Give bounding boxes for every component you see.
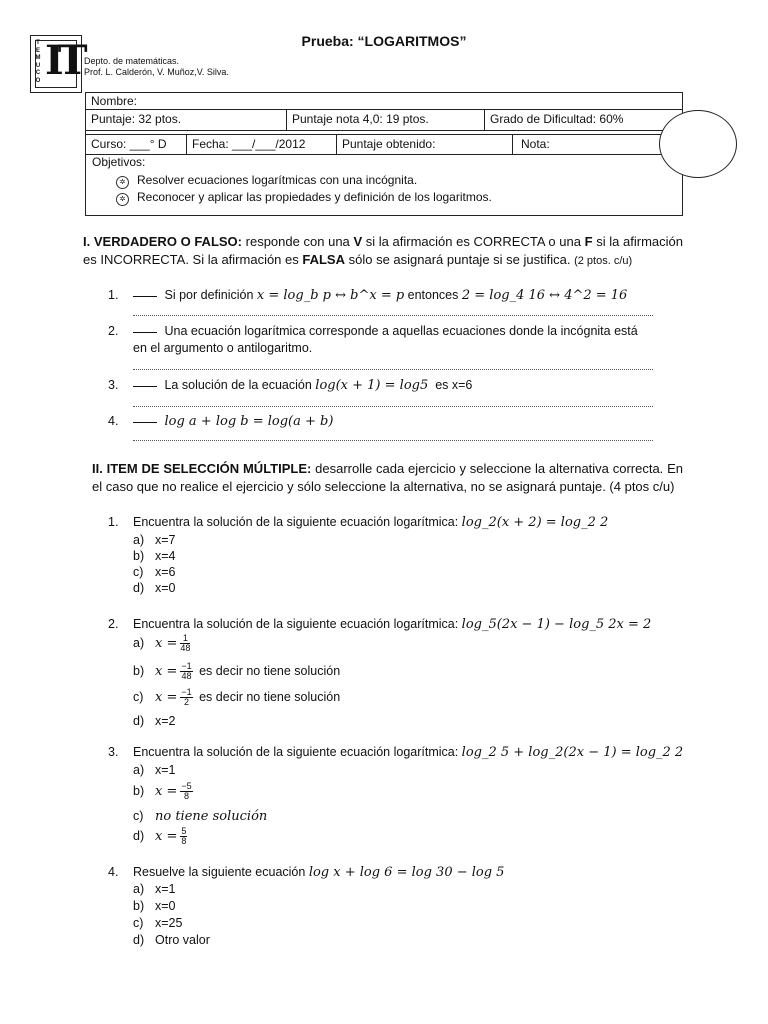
objective-item: ✲ Resolver ecuaciones logarítmicas con una incógnita.	[116, 173, 417, 189]
option-b[interactable]: b) x=0	[133, 899, 176, 913]
objectives-label: Objetivos:	[92, 155, 146, 169]
option-d[interactable]: d) x = $\frac{5}{8}$	[133, 826, 187, 846]
student-info-table	[85, 92, 683, 216]
mc-question-1: 1. Encuentra la solución de la siguiente ecuación logarítmica: log_2(x + 2) = log_2 2	[108, 515, 609, 530]
bullet-icon: ✲	[116, 193, 129, 206]
section-1-instructions: I. VERDADERO O FALSO: responde con una V si la afirmación es CORRECTA o una F si la afirmación es INCORRECTA. Si la afirmación es FALSA sólo se asignará puntaje si se justifica. (2 ptos. c/u)	[83, 234, 683, 267]
page-title: Prueba: “LOGARITMOS”	[301, 33, 467, 49]
option-c[interactable]: c) x = $\frac{-1}{2}$ es decir no tiene solución	[133, 687, 341, 707]
section-2-instructions: II. ITEM DE SELECCIÓN MÚLTIPLE: desarrolle cada ejercicio y seleccione la alternativa correcta. En el caso que no realice el ejercicio y sólo seleccione la alternativa, no se asignará puntaje. (4 ptos c/u)	[92, 461, 683, 494]
mc-question-2: 2. Encuentra la solución de la siguiente ecuación logarítmica: log_5(2x − 1) − log_5 2x = 2	[108, 617, 652, 632]
option-b[interactable]: b) x=4	[133, 549, 176, 563]
mc-question-4: 4. Resuelve la siguiente ecuación log x + log 6 = log 30 − log 5	[108, 865, 505, 880]
total-score: Puntaje: 32 ptos.	[91, 112, 182, 126]
option-b[interactable]: b) x = $\frac{-1}{48}$ es decir no tiene solución	[133, 661, 341, 681]
mc-question-3: 3. Encuentra la solución de la siguiente ecuación logarítmica: log_2 5 + log_2(2x − 1) = log_2 2	[108, 745, 684, 760]
passing-score: Puntaje nota 4,0: 19 ptos.	[286, 109, 484, 130]
objective-item: ✲ Reconocer y aplicar las propiedades y definición de los logaritmos.	[116, 190, 492, 206]
logo-letters: T E M U C O	[35, 40, 41, 84]
option-a[interactable]: a) x=1	[133, 882, 176, 896]
course-field[interactable]: Curso: ___° D	[91, 137, 167, 151]
date-field[interactable]: Fecha: ___/___/2012	[186, 135, 336, 154]
answer-blank[interactable]	[133, 386, 157, 387]
option-d[interactable]: d) x=2	[133, 714, 176, 728]
tf-question-2: 2. Una ecuación logarítmica corresponde a aquellas ecuaciones donde la incógnita está en el argumento o antilogaritmo.	[108, 324, 638, 355]
option-d[interactable]: d) Otro valor	[133, 933, 210, 947]
option-c[interactable]: c) x=25	[133, 916, 183, 930]
justification-line[interactable]	[133, 315, 653, 316]
option-b[interactable]: b) x = $\frac{-5}{8}$	[133, 781, 192, 801]
option-c[interactable]: c) x=6	[133, 565, 176, 579]
grade-circle	[659, 110, 737, 178]
tf-question-3: 3. La solución de la ecuación log(x + 1) = log5 es x=6	[108, 378, 473, 393]
grade-field[interactable]: Nota:	[512, 135, 682, 154]
difficulty: Grado de Dificultad: 60%	[484, 109, 682, 130]
score-obtained-field[interactable]: Puntaje obtenido:	[336, 135, 512, 154]
option-d[interactable]: d) x=0	[133, 581, 176, 595]
justification-line[interactable]	[133, 369, 653, 370]
answer-blank[interactable]	[133, 332, 157, 333]
tf-question-1: 1. Si por definición x = log_b p ↔ b^x = p entonces 2 = log_4 16 ↔ 4^2 = 16	[108, 288, 628, 303]
logo-mark: IT	[45, 37, 82, 84]
bullet-icon: ✲	[116, 176, 129, 189]
department-info: Depto. de matemáticas. Prof. L. Calderón, V. Muñoz,V. Silva.	[84, 56, 229, 77]
option-a[interactable]: a) x = $\frac{1}{48}$	[133, 633, 191, 653]
option-c[interactable]: c) no tiene solución	[133, 809, 268, 824]
name-field[interactable]: Nombre:	[91, 94, 138, 108]
tf-question-4: 4. log a + log b = log(a + b)	[108, 414, 334, 429]
option-a[interactable]: a) x=1	[133, 763, 176, 777]
answer-blank[interactable]	[133, 296, 157, 297]
option-a[interactable]: a) x=7	[133, 533, 176, 547]
justification-line[interactable]	[133, 406, 653, 407]
justification-line[interactable]	[133, 440, 653, 441]
answer-blank[interactable]	[133, 422, 157, 423]
